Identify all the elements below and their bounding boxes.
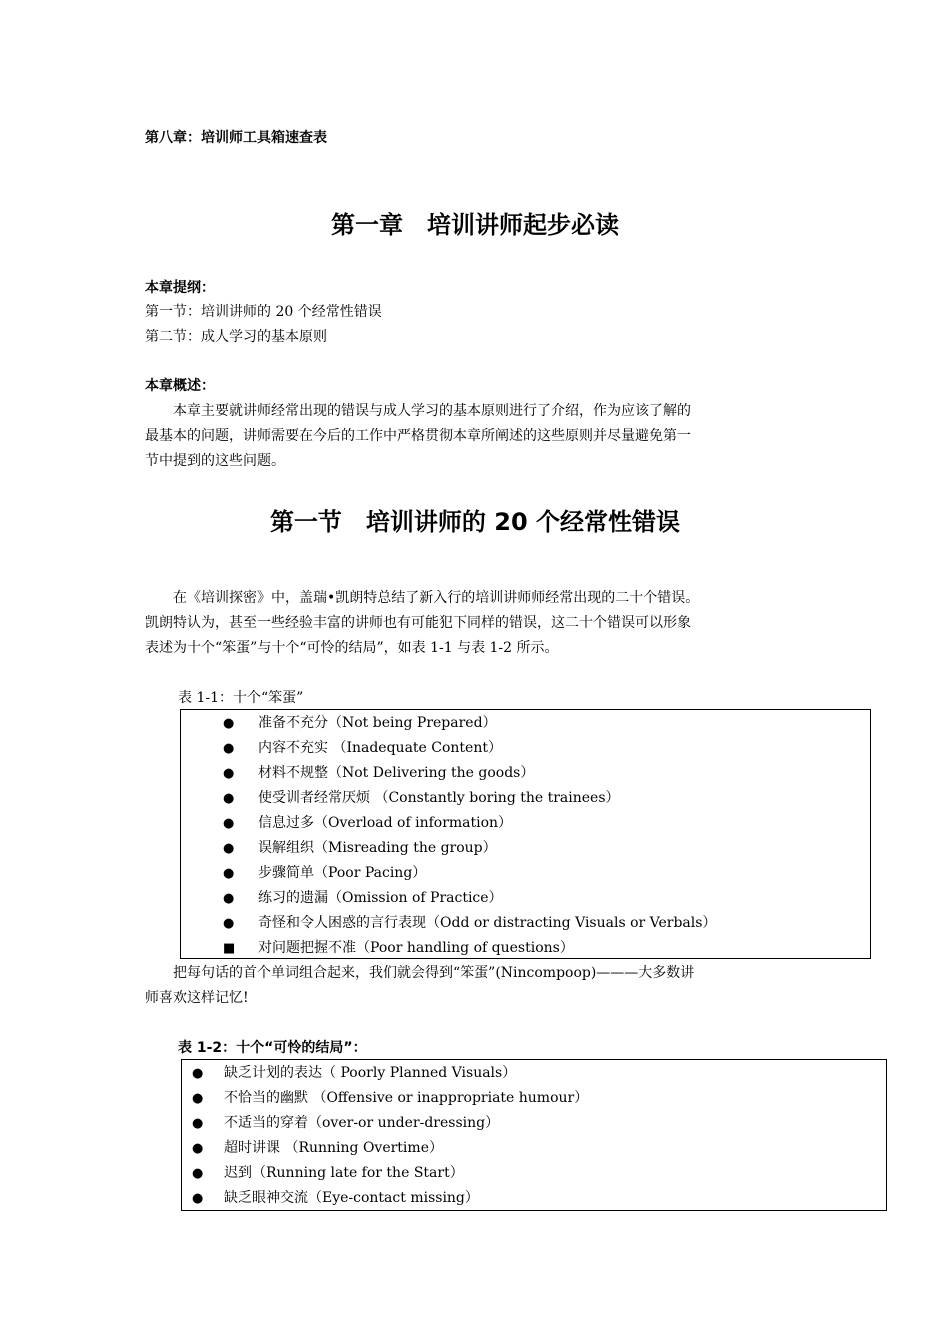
summary-line: 本章主要就讲师经常出现的错误与成人学习的基本原则进行了介绍，作为应该了解的 bbox=[145, 403, 691, 419]
list-item bbox=[181, 836, 870, 861]
intro-line: 凯朗特认为，甚至一些经验丰富的讲师也有可能犯下同样的错误，这二十个错误可以形象 bbox=[145, 615, 691, 631]
bullet-icon: ● bbox=[192, 1191, 204, 1206]
bullet-icon: ● bbox=[223, 766, 235, 781]
list-item bbox=[182, 1161, 886, 1186]
list-item bbox=[182, 1086, 886, 1111]
table1-caption: 表 1-1：十个“笨蛋” bbox=[178, 690, 304, 706]
list-item bbox=[182, 1136, 886, 1161]
list-item-text: 迟到（Running late for the Start） bbox=[224, 1165, 464, 1181]
bullet-icon: ● bbox=[223, 791, 235, 806]
list-item-text: 步骤简单（Poor Pacing） bbox=[258, 865, 427, 881]
bullet-icon: ● bbox=[192, 1116, 204, 1131]
bullet-icon: ● bbox=[223, 816, 235, 831]
after-table1-line: 把每句话的首个单词组合起来，我们就会得到“笨蛋”(Nincompoop)———大多数讲 bbox=[145, 965, 695, 981]
list-item bbox=[181, 936, 870, 961]
table2-box bbox=[181, 1059, 887, 1211]
list-item-text: 缺乏眼神交流（Eye-contact missing） bbox=[224, 1190, 479, 1206]
list-item bbox=[181, 761, 870, 786]
summary-line: 最基本的问题，讲师需要在今后的工作中严格贯彻本章所阐述的这些原则并尽量避免第一 bbox=[145, 428, 691, 444]
list-item-text: 误解组织（Misreading the group） bbox=[258, 840, 497, 856]
list-item-text: 使受训者经常厌烦 （Constantly boring the trainees） bbox=[258, 790, 620, 806]
bullet-icon: ● bbox=[223, 891, 235, 906]
after-table1-line: 师喜欢这样记忆! bbox=[145, 990, 249, 1006]
list-item bbox=[181, 911, 870, 936]
list-item-text: 材料不规整（Not Delivering the goods） bbox=[258, 765, 535, 781]
bullet-icon: ● bbox=[192, 1091, 204, 1106]
list-item-text: 不适当的穿着（over-or under-dressing） bbox=[224, 1115, 500, 1131]
list-item-text: 对问题把握不准（Poor handling of questions） bbox=[258, 940, 574, 956]
list-item-text: 内容不充实 （Inadequate Content） bbox=[258, 740, 502, 756]
bullet-icon: ● bbox=[192, 1166, 204, 1181]
summary-label: 本章概述： bbox=[145, 378, 215, 394]
list-item bbox=[182, 1186, 886, 1211]
bullet-icon: ● bbox=[223, 841, 235, 856]
list-item bbox=[182, 1061, 886, 1086]
table2-caption: 表 1-2：十个“可怜的结局”： bbox=[178, 1040, 367, 1056]
intro-line: 表述为十个“笨蛋”与十个“可怜的结局”，如表 1-1 与表 1-2 所示。 bbox=[145, 640, 559, 656]
list-item bbox=[181, 711, 870, 736]
bullet-icon: ● bbox=[223, 741, 235, 756]
list-item-text: 不恰当的幽默 （Offensive or inappropriate humour） bbox=[224, 1090, 589, 1106]
list-item bbox=[181, 811, 870, 836]
chapter-title: 第一章 培训讲师起步必读 bbox=[331, 211, 619, 239]
list-item bbox=[181, 736, 870, 761]
table1-box bbox=[180, 709, 871, 959]
bullet-icon: ● bbox=[223, 866, 235, 881]
list-item bbox=[181, 886, 870, 911]
list-item bbox=[181, 861, 870, 886]
outline-item: 第一节：培训讲师的 20 个经常性错误 bbox=[145, 304, 382, 320]
list-item bbox=[182, 1111, 886, 1136]
list-item-text: 奇怪和令人困惑的言行表现（Odd or distracting Visuals or Verbals） bbox=[258, 915, 717, 931]
bullet-icon: ● bbox=[192, 1066, 204, 1081]
intro-line: 在《培训探密》中，盖瑞•凯朗特总结了新入行的培训讲师师经常出现的二十个错误。 bbox=[145, 590, 700, 606]
bullet-icon: ● bbox=[223, 916, 235, 931]
list-item-text: 练习的遗漏（Omission of Practice） bbox=[258, 890, 503, 906]
list-item bbox=[181, 786, 870, 811]
list-item-text: 准备不充分（Not being Prepared） bbox=[258, 715, 497, 731]
summary-line: 节中提到的这些问题。 bbox=[145, 453, 285, 469]
outline-label: 本章提纲： bbox=[145, 280, 215, 296]
outline-item: 第二节：成人学习的基本原则 bbox=[145, 329, 327, 345]
bullet-icon: ● bbox=[223, 716, 235, 731]
square-bullet-icon: ■ bbox=[223, 941, 236, 956]
list-item-text: 缺乏计划的表达（ Poorly Planned Visuals） bbox=[224, 1065, 517, 1081]
section-title: 第一节 培训讲师的 20 个经常性错误 bbox=[269, 508, 681, 536]
list-item-text: 信息过多（Overload of information） bbox=[258, 815, 513, 831]
list-item-text: 超时讲课 （Running Overtime） bbox=[224, 1140, 443, 1156]
previous-chapter-line: 第八章：培训师工具箱速查表 bbox=[145, 130, 327, 146]
bullet-icon: ● bbox=[192, 1141, 204, 1156]
